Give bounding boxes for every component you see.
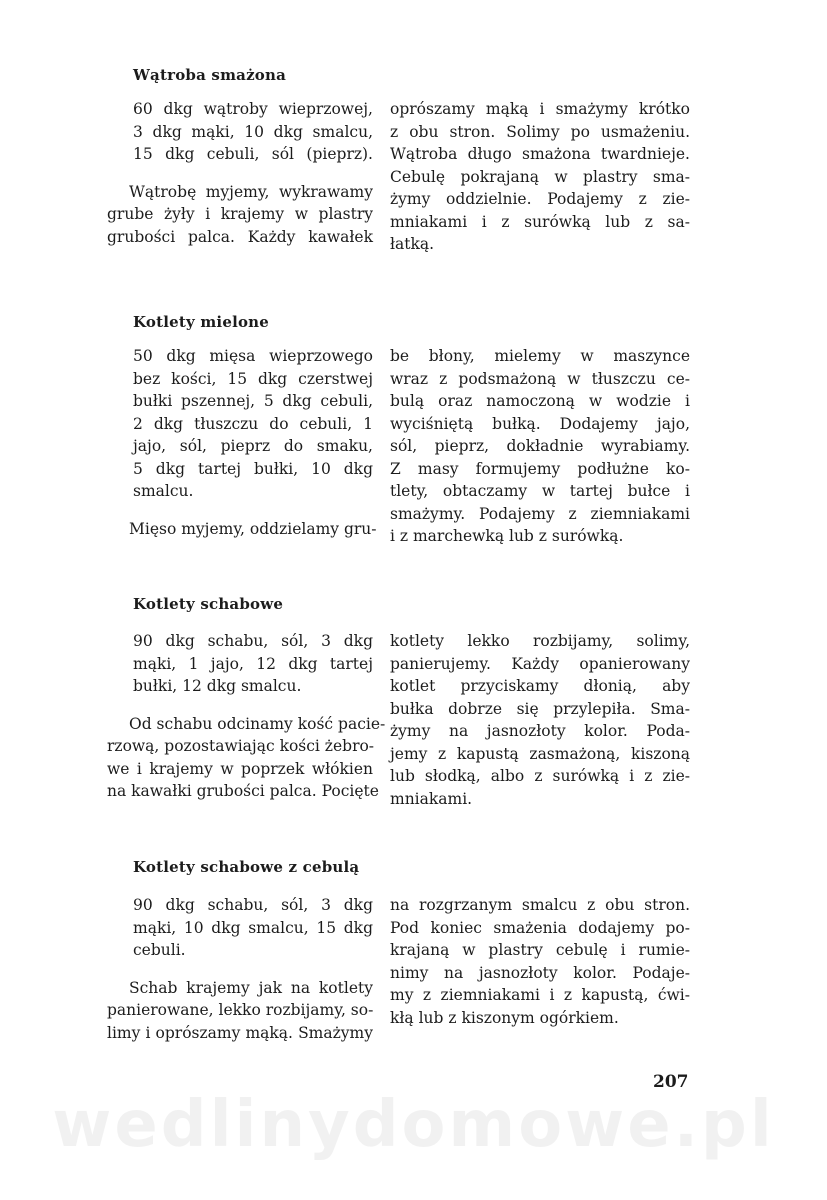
recipe-title-kotlety-schabowe: Kotlety schabowe xyxy=(133,595,284,613)
watermark: wedlinydomowe.pl xyxy=(52,1088,775,1162)
method-line: żymy na jasnozłoty kolor. Poda- xyxy=(390,722,690,740)
method-line: i z marchewką lub z surówką. xyxy=(390,527,624,545)
method-line: be błony, mielemy w maszynce xyxy=(390,347,690,365)
ingredient-line: 50 dkg mięsa wieprzowego xyxy=(133,347,373,365)
method-kotlety-schabowe-part2 xyxy=(390,630,690,810)
method-kotlety-schabowe-z-cebula-part1 xyxy=(107,977,373,1045)
method-line: kotlety lekko rozbijamy, solimy, xyxy=(390,632,690,650)
method-kotlety-mielone-part2 xyxy=(390,345,690,548)
method-line: kotlet przyciskamy dłonią, aby xyxy=(390,677,690,695)
method-line: jemy z kapustą zasmażoną, kiszoną xyxy=(390,744,690,763)
method-line: limy i oprószamy mąką. Smażymy xyxy=(107,1023,373,1042)
method-line: Schab krajemy jak na kotlety xyxy=(129,978,373,997)
method-line: bulą oraz namoczoną w wodzie i xyxy=(390,392,690,410)
method-kotlety-mielone-part1 xyxy=(107,518,377,541)
method-line: krajaną w plastry cebulę i rumie- xyxy=(390,941,690,959)
method-line: nimy na jasnozłoty kolor. Podaje- xyxy=(390,963,690,982)
method-line: grubości palca. Każdy kawałek xyxy=(107,227,373,246)
method-line: lub słodką, albo z surówką i z zie- xyxy=(390,767,690,785)
ingredient-line: bez kości, 15 dkg czerstwej xyxy=(133,369,373,388)
recipe-title-watroba: Wątroba smażona xyxy=(133,66,287,84)
recipe-left-column-kotlety-schabowe xyxy=(107,630,386,803)
method-line: kłą lub z kiszonym ogórkiem. xyxy=(390,1008,619,1027)
method-line: bułka dobrze się przylepiła. Sma- xyxy=(390,699,690,718)
ingredient-line: 90 dkg schabu, sól, 3 dkg xyxy=(133,896,373,914)
method-kotlety-schabowe-part1 xyxy=(107,713,386,803)
method-line: na kawałki grubości palca. Pocięte xyxy=(107,782,379,800)
ingredient-line: mąki, 1 jajo, 12 dkg tartej xyxy=(133,654,373,673)
ingredient-line: 5 dkg tartej bułki, 10 dkg xyxy=(133,459,373,478)
ingredient-line: 90 dkg schabu, sól, 3 dkg xyxy=(133,632,373,650)
recipe-title-kotlety-mielone: Kotlety mielone xyxy=(133,313,270,331)
method-line: grube żyły i krajemy w plastry xyxy=(107,205,373,223)
ingredients-kotlety-schabowe-z-cebula xyxy=(107,894,373,962)
method-line: Cebulę pokrajaną w plastry sma- xyxy=(390,167,690,186)
method-line: wyciśniętą bułką. Dodajemy jajo, xyxy=(390,414,690,433)
method-line: łatką. xyxy=(390,235,435,253)
method-kotlety-schabowe-z-cebula-part2 xyxy=(390,894,690,1029)
method-line: wraz z podsmażoną w tłuszczu ce- xyxy=(390,369,690,388)
method-line: panierujemy. Każdy opanierowany xyxy=(390,654,690,673)
method-line: żymy oddzielnie. Podajemy z zie- xyxy=(390,190,690,208)
method-line: we i krajemy w poprzek włókien xyxy=(107,759,373,778)
method-line: Mięso myjemy, oddzielamy gru- xyxy=(129,519,377,538)
ingredients-kotlety-mielone xyxy=(107,345,373,503)
ingredient-line: 15 dkg cebuli, sól (pieprz). xyxy=(133,145,373,163)
ingredient-line: bułki pszennej, 5 dkg cebuli, xyxy=(133,392,373,410)
method-line: mniakami i z surówką lub z sa- xyxy=(390,212,690,231)
method-line: na rozgrzanym smalcu z obu stron. xyxy=(390,896,690,914)
recipe-left-column-watroba xyxy=(107,98,373,248)
recipe-left-column-kotlety-schabowe-z-cebula xyxy=(107,894,373,1044)
ingredient-line: bułki, 12 dkg smalcu. xyxy=(133,677,302,695)
method-line: panierowane, lekko rozbijamy, so- xyxy=(107,1001,374,1019)
method-watroba-part2 xyxy=(390,98,690,256)
method-line: Pod koniec smażenia dodajemy po- xyxy=(390,918,690,937)
recipe-title-kotlety-schabowe-z-cebula: Kotlety schabowe z cebulą xyxy=(133,858,360,876)
ingredient-line: smalcu. xyxy=(133,482,194,500)
method-line: Wątrobę myjemy, wykrawamy xyxy=(129,182,373,201)
method-line: Od schabu odcinamy kość pacie- xyxy=(129,714,386,733)
ingredients-kotlety-schabowe xyxy=(107,630,373,698)
ingredient-line: jajo, sól, pieprz do smaku, xyxy=(133,437,373,455)
method-line: sól, pieprz, dokładnie wyrabiamy. xyxy=(390,437,690,455)
ingredient-line: 60 dkg wątroby wieprzowej, xyxy=(133,100,373,118)
ingredient-line: cebuli. xyxy=(133,941,186,959)
ingredients-watroba xyxy=(107,98,373,166)
method-watroba-part1 xyxy=(107,181,373,249)
ingredient-line: 2 dkg tłuszczu do cebuli, 1 xyxy=(133,414,373,433)
method-line: Z masy formujemy podłużne ko- xyxy=(390,459,690,478)
ingredient-line: 3 dkg mąki, 10 dkg smalcu, xyxy=(133,122,373,141)
method-line: oprószamy mąką i smażymy krótko xyxy=(390,100,690,118)
method-line: my z ziemniakami i z kapustą, ćwi- xyxy=(390,986,690,1004)
method-line: tlety, obtaczamy w tartej bułce i xyxy=(390,482,690,500)
ingredient-line: mąki, 10 dkg smalcu, 15 dkg xyxy=(133,918,373,937)
method-line: z obu stron. Solimy po usmażeniu. xyxy=(390,122,690,141)
recipe-left-column-kotlety-mielone xyxy=(107,345,377,540)
method-line: smażymy. Podajemy z ziemniakami xyxy=(390,504,690,523)
method-line: rzową, pozostawiając kości żebro- xyxy=(107,737,375,755)
method-line: mniakami. xyxy=(390,789,473,808)
method-line: Wątroba długo smażona twardnieje. xyxy=(390,145,690,163)
page-number: 207 xyxy=(653,1072,689,1092)
